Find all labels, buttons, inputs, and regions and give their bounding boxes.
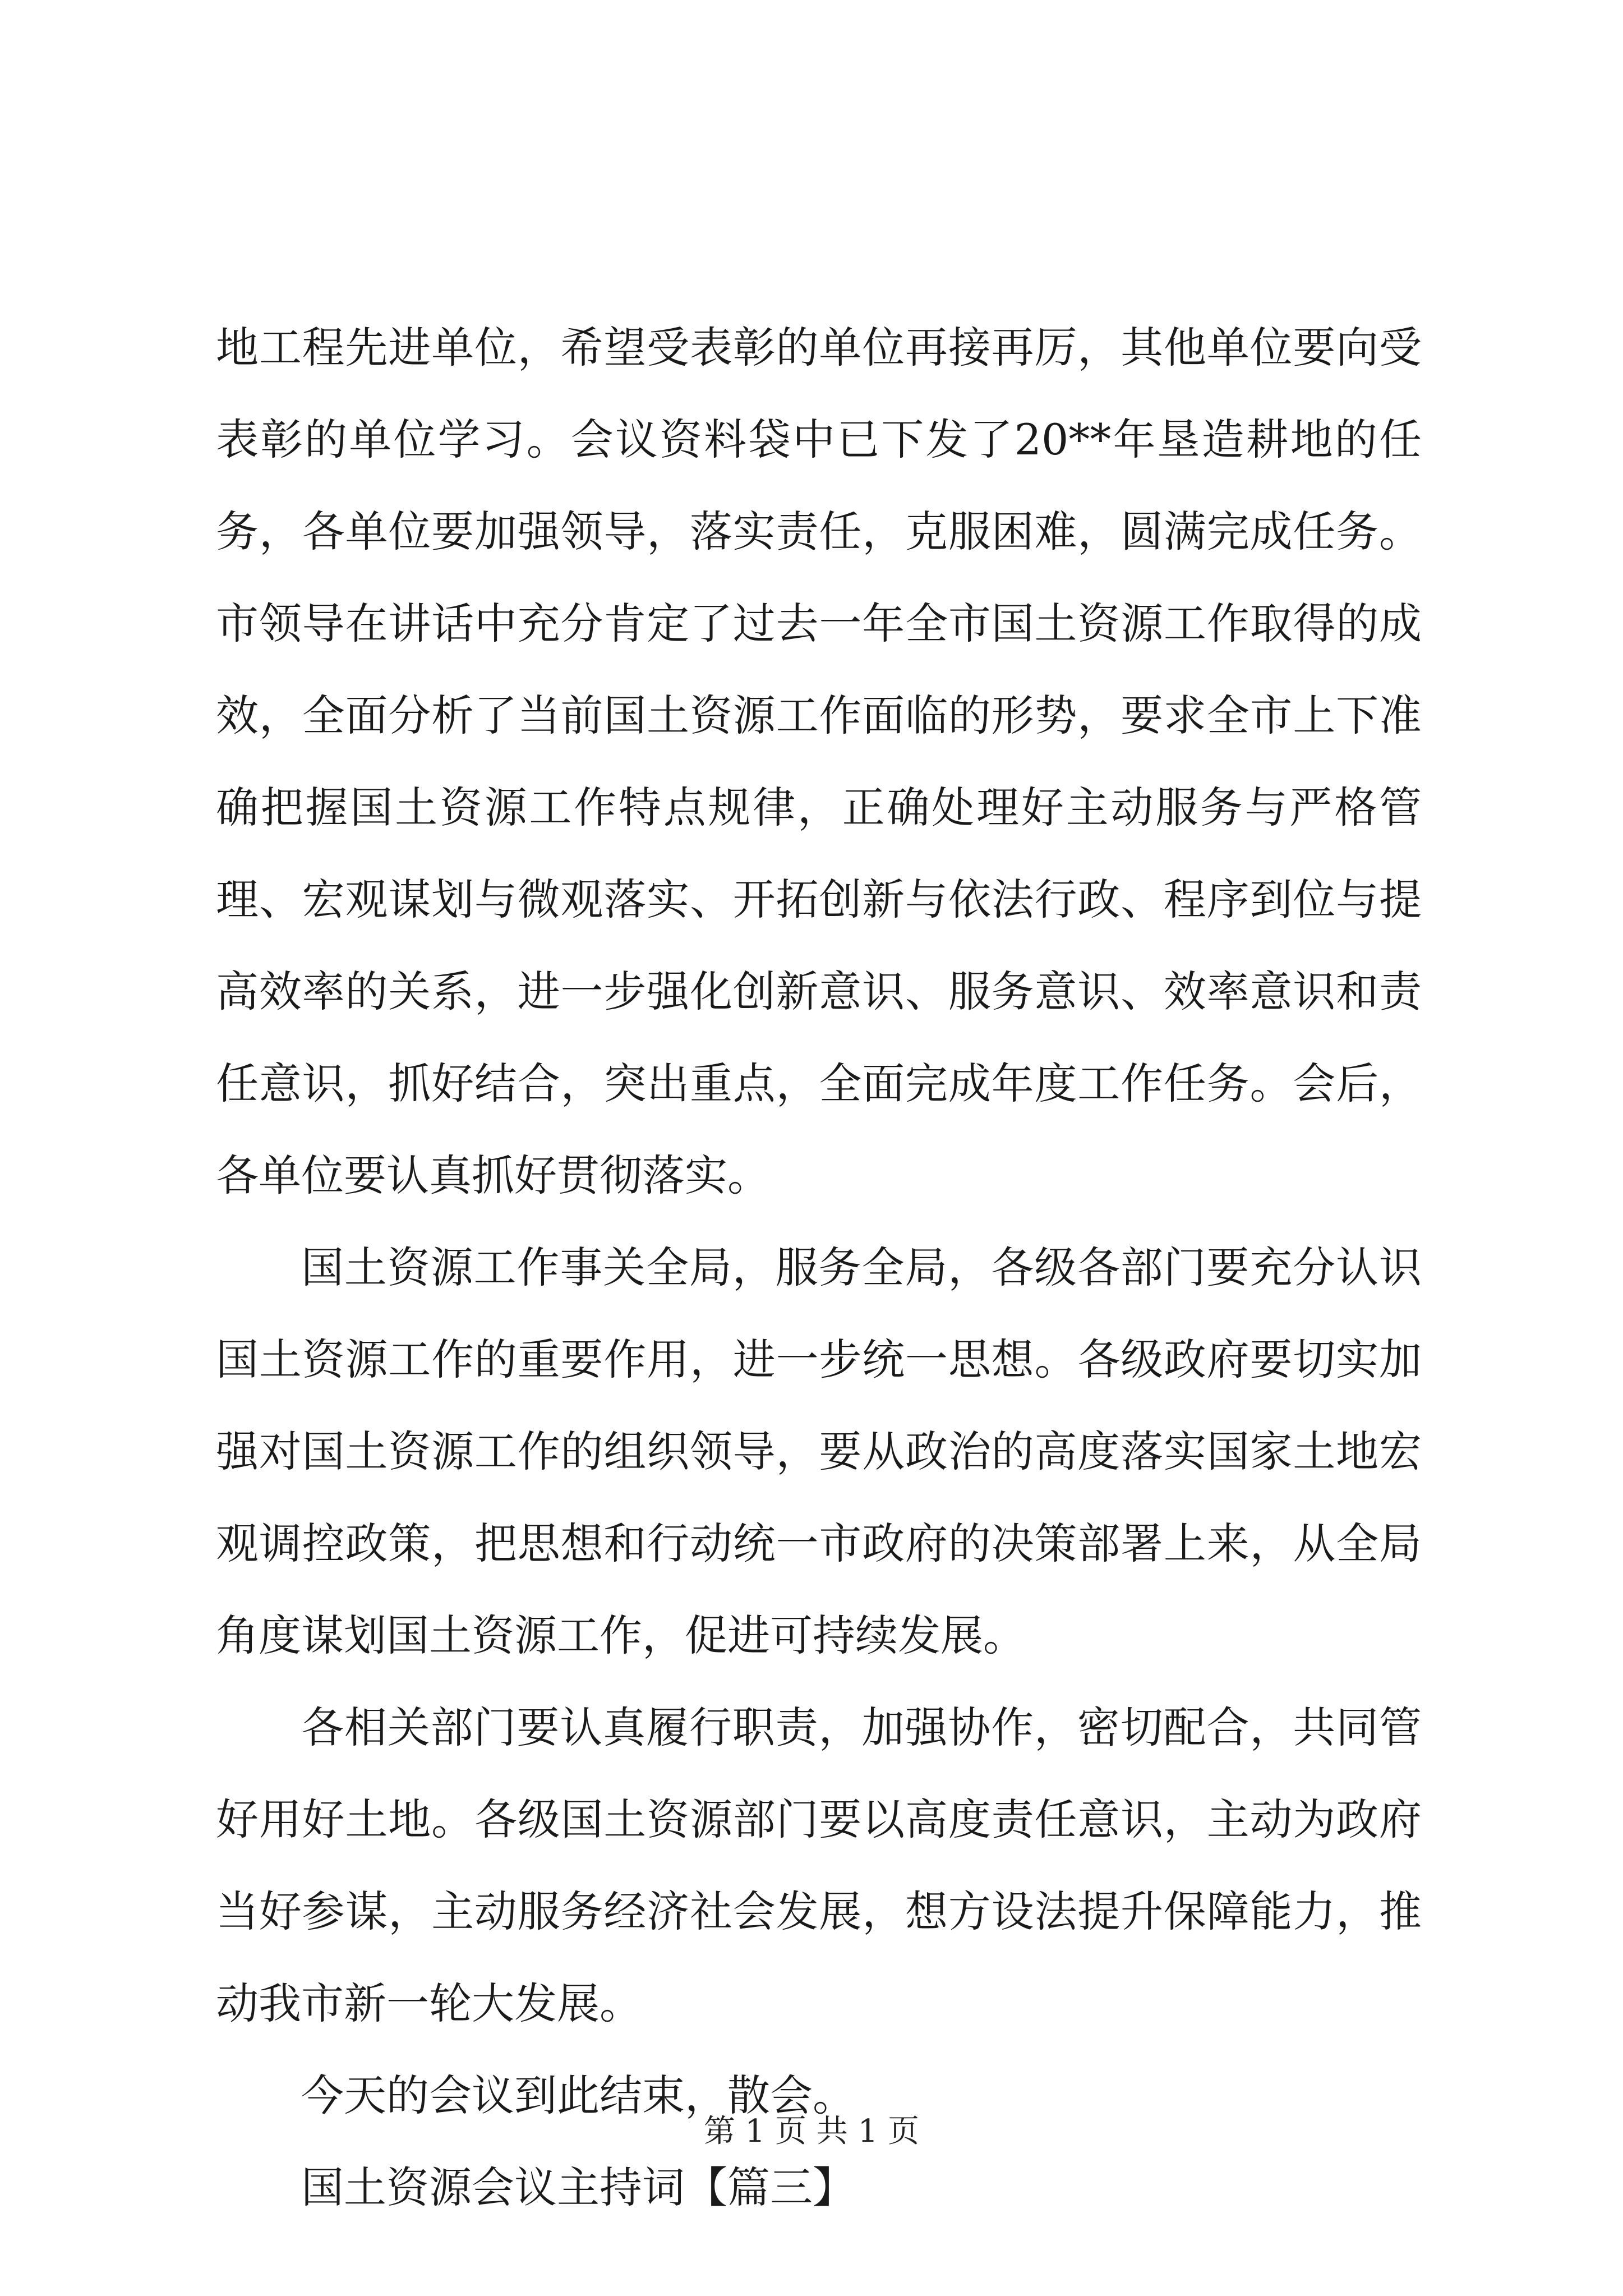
page-footer <box>0 2112 1623 2151</box>
paragraph-4: 今天的会议到此结束，散会。 <box>301 2070 855 2120</box>
paragraph-1: 地工程先进单位，希望受表彰的单位再接再厉，其他单位要向受表彰的单位学习。会议资料袋中已下发了20**年垦造耕地的任务，各单位要加强领导，落实责任，克服困难，圆满完成任务。市领导在讲话中充分肯定了过去一年全市国土资源工作取得的成效，全面分析了当前国土资源工作面临的形势，要求全市上下准确把握国土资源工作特点规律，正确处理好主动服务与严格管理、宏观谋划与微观落实、开拓创新与依法行政、程序到位与提高效率的关系，进一步强化创新意识、服务意识、效率意识和责任意识，抓好结合，突出重点，全面完成年度工作任务。会后，各单位要认真抓好贯彻落实。 <box>216 323 1422 1200</box>
paragraph-2: 国土资源工作事关全局，服务全局，各级各部门要充分认识国土资源工作的重要作用，进一步统一思想。各级政府要切实加强对国土资源工作的组织领导，要从政治的高度落实国家土地宏观调控政策，把思想和行动统一市政府的决策部署上来，从全局角度谋划国土资源工作，促进可持续发展。 <box>216 1243 1422 1660</box>
section-heading-part-three: 国土资源会议主持词【篇三】 <box>301 2162 855 2212</box>
paragraph-3: 各相关部门要认真履行职责，加强协作，密切配合，共同管好用好土地。各级国土资源部门要以高度责任意识，主动为政府当好参谋，主动服务经济社会发展，想方设法提升保障能力，推动我市新一轮大发展。 <box>216 1703 1422 2028</box>
page-number-label: 第 1 页 共 1 页 <box>703 2113 920 2150</box>
document-body <box>216 302 1422 2234</box>
